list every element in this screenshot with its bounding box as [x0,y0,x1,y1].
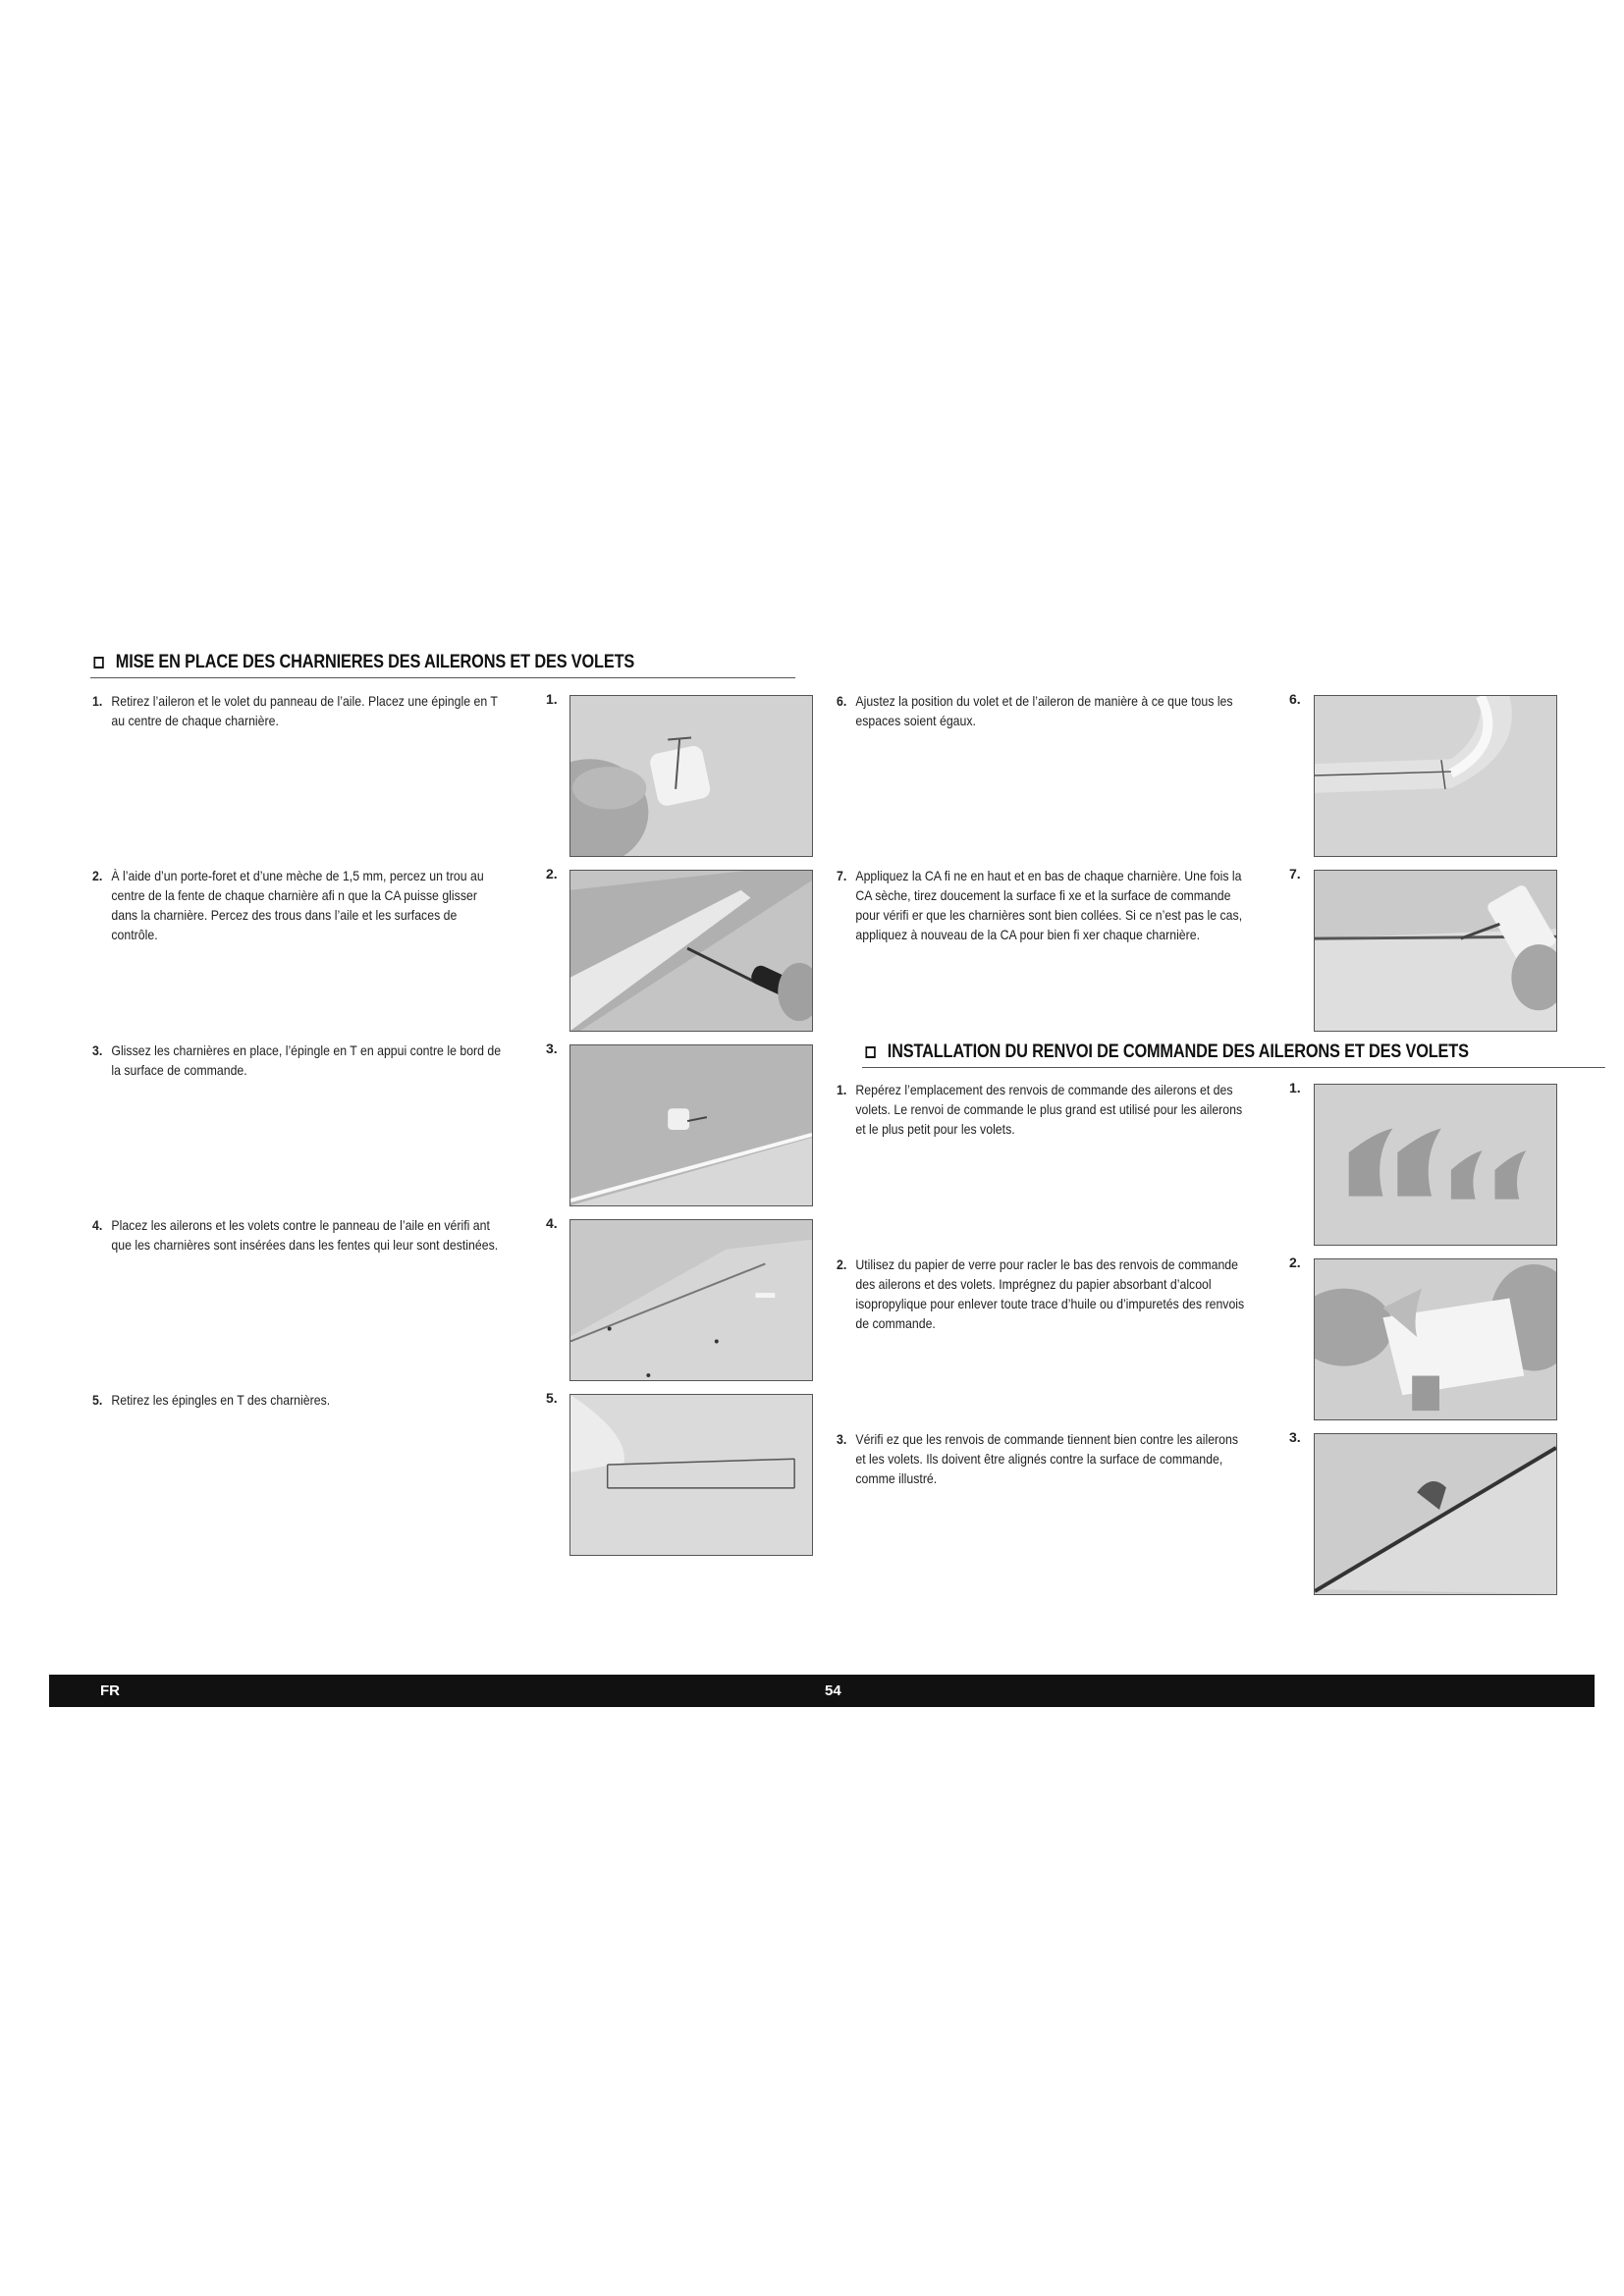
checkbox-icon[interactable] [93,657,103,668]
figure-label: 2. [546,866,558,881]
step-text: Retirez les épingles en T des charnières. [111,1392,331,1408]
photo-hinge-t-pin [569,695,813,857]
photo-pins-removed [569,1394,813,1556]
figure-label: 1. [546,691,558,707]
hinge-step-5: 5. Retirez les épingles en T des charnières. [92,1392,331,1408]
hinge-step-1: 1. Retirez l’aileron et le volet du panneau de l’aile. Placez une épingle en T au centre de chaque charnière. [92,693,498,728]
photo-aileron-fit [569,1219,813,1381]
hinge-step-4: 4. Placez les ailerons et les volets contre le panneau de l’aile en vérifi ant que les charnières sont insérées dans les fentes qui leur sont destinées. [92,1217,499,1253]
section-title-control-horns [862,1038,1605,1068]
horn-step-2: 2. Utilisez du papier de verre pour racler le bas des renvois de commande des ailerons et des volets. Imprégnez du papier absorbant d’alcool isopropylique pour enlever toute trace d’huile ou d’impuretés des renvois de commande. [837,1256,1245,1331]
figure-label: 5. [546,1390,558,1406]
step-text: À l’aide d’un porte-foret et d’une mèche de 1,5 mm, percez un trou au centre de la fente de chaque charnière afi n que la CA puisse glisser dans la charnière. Percez des trous dans l’aile et les surfaces de contrôle. [111,868,484,942]
figure-label: 7. [1289,866,1301,881]
step-text: Repérez l’emplacement des renvois de commande des ailerons et des volets. Le renvoi de commande le plus grand est utilisé pour les ailerons et le plus petit pour les volets. [855,1082,1243,1137]
photo-ca-glue [1314,870,1557,1032]
hinge-step-3: 3. Glissez les charnières en place, l’épingle en T en appui contre le bord de la surface de commande. [92,1042,502,1078]
hinge-step-2: 2. À l’aide d’un porte-foret et d’une mèche de 1,5 mm, percez un trou au centre de la fente de chaque charnière afi n que la CA puisse glisser dans la charnière. Percez des trous dans l’aile et les surfaces de contrôle. [92,868,484,942]
figure-label: 4. [546,1215,558,1231]
step-text: Placez les ailerons et les volets contre le panneau de l’aile en vérifi ant que les charnières sont insérées dans les fentes qui leur sont destinées. [111,1217,499,1253]
photo-horn-aligned [1314,1433,1557,1595]
step-text: Utilisez du papier de verre pour racler le bas des renvois de commande des ailerons et des volets. Imprégnez du papier absorbant d’alcool isopropylique pour enlever toute trace d’huile ou d’impuretés des renvois de commande. [855,1256,1245,1331]
step-text: Appliquez la CA fi ne en haut et en bas de chaque charnière. Une fois la CA sèche, tirez doucement la surface fi xe et la surface de commande pour vérifi er que les charnières sont bien collées. Si ce n’est pas le cas, appliquez à nouveau de la CA pour bien fi xer chaque charnière. [855,868,1243,942]
photo-sanding-horn [1314,1258,1557,1420]
section-title-text: INSTALLATION DU RENVOI DE COMMANDE DES AILERONS ET DES VOLETS [887,1041,1469,1062]
step-text: Ajustez la position du volet et de l’aileron de manière à ce que tous les espaces soient égaux. [855,693,1233,728]
horn-step-1: 1. Repérez l’emplacement des renvois de commande des ailerons et des volets. Le renvoi de commande le plus grand est utilisé pour les ailerons et le plus petit pour les volets. [837,1082,1243,1137]
step-text: Glissez les charnières en place, l’épingle en T en appui contre le bord de la surface de commande. [111,1042,502,1078]
figure-label: 2. [1289,1255,1301,1270]
section-title-hinges [90,648,795,678]
footer-bar [49,1675,1595,1707]
photo-even-gaps [1314,695,1557,857]
step-text: Vérifi ez que les renvois de commande tiennent bien contre les ailerons et les volets. Ils doivent être alignés contre la surface de commande, comme illustré. [855,1431,1239,1486]
photo-hinge-slot [569,1044,813,1206]
figure-label: 3. [546,1041,558,1056]
checkbox-icon[interactable] [865,1046,875,1058]
figure-label: 1. [1289,1080,1301,1095]
photo-control-horns [1314,1084,1557,1246]
figure-label: 3. [1289,1429,1301,1445]
page-number: 54 [825,1682,841,1699]
footer-language: FR [100,1682,120,1699]
hinge-step-6: 6. Ajustez la position du volet et de l’aileron de manière à ce que tous les espaces soient égaux. [837,693,1233,728]
figure-label: 6. [1289,691,1301,707]
photo-drilling-hole [569,870,813,1032]
step-text: Retirez l’aileron et le volet du panneau de l’aile. Placez une épingle en T au centre de chaque charnière. [111,693,498,728]
horn-step-3: 3. Vérifi ez que les renvois de commande tiennent bien contre les ailerons et les volets. Ils doivent être alignés contre la surface de commande, comme illustré. [837,1431,1239,1486]
hinge-step-7: 7. Appliquez la CA fi ne en haut et en bas de chaque charnière. Une fois la CA sèche, tirez doucement la surface fi xe et la surface de commande pour vérifi er que les charnières sont bien collées. Si ce n’est pas le cas, appliquez à nouveau de la CA pour bien fi xer chaque charnière. [837,868,1243,942]
section-title-text: MISE EN PLACE DES CHARNIERES DES AILERONS ET DES VOLETS [115,652,635,672]
